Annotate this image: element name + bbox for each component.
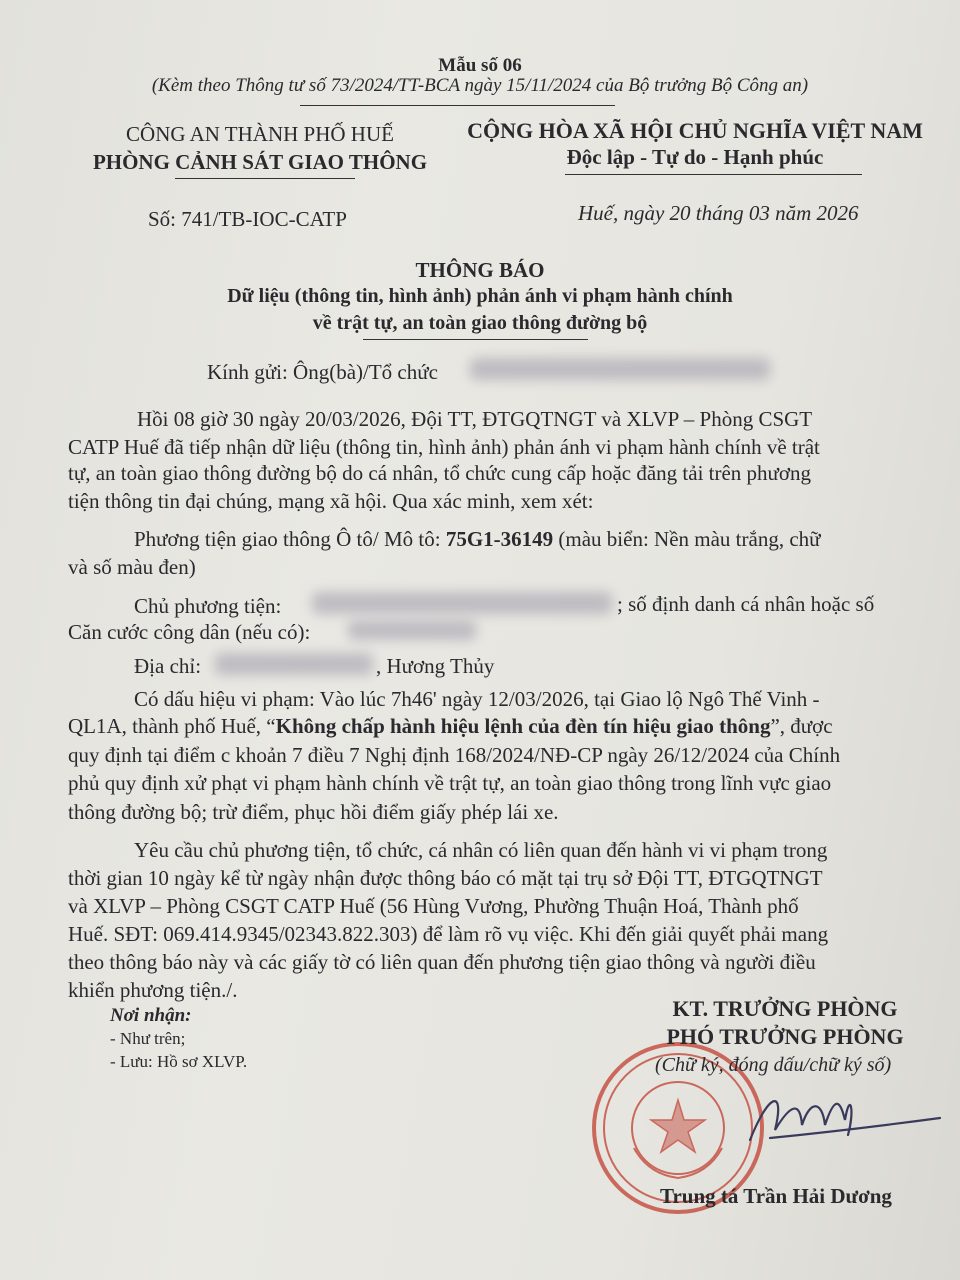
address-redacted — [215, 653, 373, 675]
national-motto: Độc lập - Tự do - Hạnh phúc — [566, 145, 824, 169]
address-rest: , Hương Thủy — [376, 654, 495, 678]
body-line: quy định tại điểm c khoản 7 điều 7 Nghị định 168/2024/NĐ-CP ngày 26/12/2024 của Chính — [68, 743, 841, 767]
body-line: thời gian 10 ngày kể từ ngày nhận được thông báo có mặt tại trụ sở Đội TT, ĐTGQTNGT — [68, 866, 823, 890]
notice-subtitle-1: Dữ liệu (thông tin, hình ảnh) phản ánh vi phạm hành chính — [227, 285, 733, 307]
signer-name: Trung tá Trần Hải Dương — [660, 1184, 892, 1208]
body-line: khiển phương tiện./. — [68, 978, 238, 1002]
signature-note: (Chữ ký, đóng dấu/chữ ký số) — [655, 1054, 892, 1076]
vehicle-label: Phương tiện giao thông Ô tô/ Mô tô: — [134, 527, 441, 551]
national-title: CỘNG HÒA XÃ HỘI CHỦ NGHĨA VIỆT NAM — [467, 118, 923, 143]
document-number: Số: 741/TB-IOC-CATP — [148, 207, 347, 231]
address-label: Địa chỉ: — [134, 654, 202, 678]
body-line: phủ quy định xử phạt vi phạm hành chính về trật tự, an toàn giao thông trong lĩnh vực giao — [68, 771, 832, 795]
body-line: Có dấu hiệu vi phạm: Vào lúc 7h46' ngày 12/03/2026, tại Giao lộ Ngô Thế Vinh - — [134, 687, 820, 711]
owner-label: Chủ phương tiện: — [134, 594, 282, 618]
vehicle-line — [134, 529, 821, 550]
body-line: thông đường bộ; trừ điểm, phục hồi điểm giấy phép lái xe. — [68, 800, 559, 824]
body-line: Huế. SĐT: 069.414.9345/02343.822.303) để làm rõ vụ việc. Khi đến giải quyết phải mang — [68, 922, 829, 946]
header-divider — [300, 105, 615, 106]
body-line: tiện thông tin đại chúng, mạng xã hội. Qua xác minh, xem xét: — [68, 489, 594, 513]
signer-title-2: PHÓ TRƯỞNG PHÒNG — [666, 1024, 904, 1049]
recipient-item: - Lưu: Hồ sơ XLVP. — [110, 1052, 248, 1071]
form-reference: (Kèm theo Thông tư số 73/2024/TT-BCA ngày 15/11/2024 của Bộ trưởng Bộ Công an) — [151, 75, 809, 96]
body-line: Yêu cầu chủ phương tiện, tổ chức, cá nhân có liên quan đến hành vi vi phạm trong — [134, 838, 828, 862]
handwritten-signature-icon — [730, 1080, 950, 1160]
issuer-line1: CÔNG AN THÀNH PHỐ HUẾ — [126, 122, 394, 146]
body-line: và số màu đen) — [68, 555, 196, 579]
motto-underline — [565, 174, 862, 175]
plate-color-note: (màu biển: Nền màu trắng, chữ — [558, 527, 821, 551]
body-line: theo thông báo này và các giấy tờ có liên quan đến phương tiện giao thông và người điều — [68, 950, 816, 974]
signer-title-1: KT. TRƯỞNG PHÒNG — [672, 996, 898, 1021]
issuer-line2: PHÒNG CẢNH SÁT GIAO THÔNG — [92, 150, 428, 174]
violation-location: QL1A, thành phố Huế, “ — [68, 714, 276, 738]
violation-line — [68, 716, 833, 737]
violation-tail: ”, được — [770, 714, 833, 738]
owner-redacted — [312, 592, 612, 614]
body-line: và XLVP – Phòng CSGT CATP Huế (56 Hùng Vương, Phường Thuận Hoá, Thành phố — [68, 894, 799, 918]
violation-type: Không chấp hành hiệu lệnh của đèn tín hiệu giao thông — [275, 714, 771, 738]
recipient-label: Kính gửi: Ông(bà)/Tổ chức — [207, 360, 438, 384]
subtitle-underline — [363, 339, 588, 340]
id-redacted — [348, 620, 476, 640]
notice-title: THÔNG BÁO — [415, 258, 545, 282]
id-label: Căn cước công dân (nếu có): — [68, 620, 311, 644]
notice-subtitle-2: về trật tự, an toàn giao thông đường bộ — [312, 312, 648, 334]
recipients-label: Nơi nhận: — [110, 1005, 192, 1026]
recipient-redacted — [470, 358, 770, 380]
place-date: Huế, ngày 20 tháng 03 năm 2026 — [578, 201, 859, 225]
license-plate: 75G1-36149 — [445, 527, 554, 551]
recipient-item: - Như trên; — [110, 1029, 186, 1048]
form-number: Mẫu số 06 — [438, 55, 522, 76]
body-line: tự, an toàn giao thông đường bộ do cá nhân, tổ chức cung cấp hoặc đăng tải trên phương — [68, 461, 812, 485]
body-line: Hồi 08 giờ 30 ngày 20/03/2026, Đội TT, ĐTGQTNGT và XLVP – Phòng CSGT — [137, 407, 813, 431]
owner-rest: ; số định danh cá nhân hoặc số — [617, 592, 875, 616]
issuer-underline — [175, 178, 355, 179]
body-line: CATP Huế đã tiếp nhận dữ liệu (thông tin, hình ảnh) phản ánh vi phạm hành chính về trật — [68, 435, 820, 459]
